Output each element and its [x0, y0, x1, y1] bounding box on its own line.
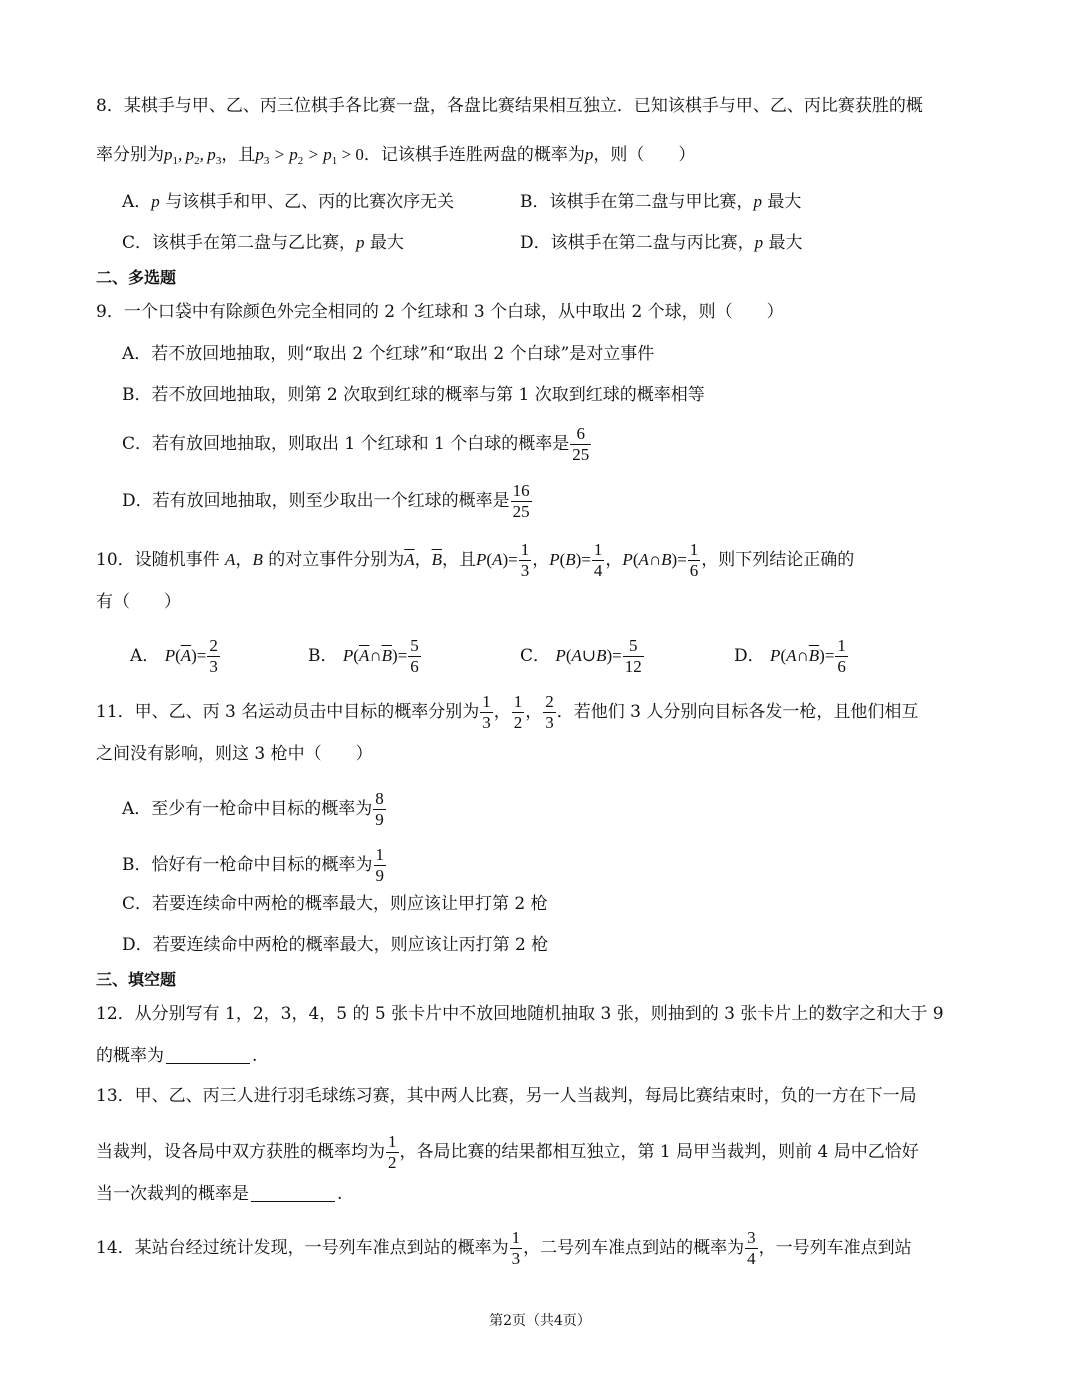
q10-option-b-label: B．: [308, 646, 338, 666]
q13-text-d: .: [337, 1184, 343, 1204]
q8-line1: 8．某棋手与甲、乙、丙三位棋手各比赛一盘，各盘比赛结果相互独立．已知该棋手与甲、乙、丙比赛获胜的概: [96, 96, 923, 116]
q11-option-d: D．若要连续命中两枪的概率最大，则应该让丙打第 2 枪: [122, 935, 549, 955]
q14-fraction-2: [745, 1228, 758, 1269]
fraction-numerator: 1: [689, 540, 699, 559]
section-multiple-choice: 二、多选题: [96, 268, 177, 287]
q12-text-b: .: [252, 1046, 258, 1066]
q10-pab: P(A∩B)=: [622, 550, 687, 569]
q11-option-b-text: B．恰好有一枪命中目标的概率为: [122, 855, 373, 875]
fraction-numerator: 8: [375, 789, 384, 808]
page-footer: 第2页（共4页）: [489, 1313, 591, 1329]
q13-answer-blank: [251, 1183, 335, 1202]
fraction-denominator: 9: [375, 810, 384, 829]
q10-option-a-fraction: [207, 636, 220, 677]
fraction-denominator: 3: [511, 1249, 521, 1268]
q10-option-b-fraction: [408, 636, 421, 677]
q13-text-c: 当一次裁判的概率是: [96, 1184, 249, 1204]
q11-option-b: [122, 845, 387, 886]
q10-pab-fraction: [688, 540, 701, 581]
q11-option-a-text: A．至少有一枪命中目标的概率为: [122, 799, 373, 819]
q10-text-b: 的对立事件分别为: [268, 550, 405, 570]
q10-text-a: 10．设随机事件: [96, 550, 220, 570]
q10-line2: 有（ ）: [96, 592, 181, 612]
q14-text-c: ，一号列车准点到站: [758, 1238, 912, 1258]
q10-option-d: [734, 636, 849, 677]
fraction-numerator: 1: [375, 845, 384, 864]
q12-line2: [96, 1044, 257, 1068]
q8-option-c-max: 最大: [369, 233, 404, 253]
q13-fraction: [386, 1132, 399, 1173]
q8-option-c-text: C．该棋手在第二盘与乙比赛，: [122, 233, 357, 253]
fraction-numerator: 16: [512, 481, 530, 500]
q9-option-d: [122, 481, 533, 522]
q10-event-a: A: [225, 550, 236, 569]
q10-option-c-expr: P(A∪B)=: [555, 646, 622, 665]
q10-stem: 10．设随机事件 A，B 的对立事件分别为$\overline{A}$，$\overline{B}$，且P(A)= $\frac{1}{3}$ ，P(B)= $\frac{1}{4}$ ，P(A∩B)= $\frac{1}{6}$ ，则下列结论正确的: [96, 540, 855, 580]
fraction-denominator: 3: [482, 713, 491, 732]
q13-line1: 13．甲、乙、丙三人进行羽毛球练习赛，其中两人比赛，另一人当裁判，每局比赛结束时，负的一方在下一局: [96, 1086, 917, 1106]
fraction-denominator: 2: [513, 713, 523, 732]
q10-option-d-label: D．: [734, 646, 765, 666]
q11-option-c: C．若要连续命中两枪的概率最大，则应该让甲打第 2 枪: [122, 894, 548, 914]
q13-text-a: 当裁判，设各局中双方获胜的概率均为: [96, 1142, 385, 1162]
q9-option-b: B．若不放回地抽取，则第 2 次取到红球的概率与第 1 次取到红球的概率相等: [122, 385, 705, 405]
section-fill-in: 三、填空题: [96, 970, 177, 989]
fraction-numerator: 1: [388, 1132, 397, 1151]
q10-option-d-expr: $P(A\cap\overline{B})=$: [770, 646, 835, 665]
q8-p: p: [584, 145, 594, 164]
q8-text-d: ，则（ ）: [593, 145, 696, 165]
q8-text-c: ．记该棋手连胜两盘的概率为: [363, 145, 585, 165]
q8-option-c-p: p: [356, 233, 365, 252]
q10-option-d-fraction: [835, 636, 848, 677]
q14-text-b: ，二号列车准点到站的概率为: [523, 1238, 745, 1258]
fraction-numerator: 2: [545, 692, 554, 711]
q8-option-d: [520, 231, 803, 255]
q9-stem: 9．一个口袋中有除颜色外完全相同的 2 个红球和 3 个白球，从中取出 2 个球，则（ ）: [96, 302, 784, 322]
fraction-numerator: 6: [570, 424, 591, 445]
q10-text-c: ，且: [442, 550, 477, 570]
fraction-denominator: 9: [375, 866, 384, 885]
q8-line2: [96, 143, 695, 167]
q8-option-b-text: B．该棋手在第二盘与甲比赛，: [520, 192, 754, 212]
fraction-numerator: 5: [623, 636, 644, 657]
q11-fraction-1: [480, 692, 493, 733]
fraction-denominator: 3: [545, 713, 554, 732]
q10-pa: P(A)=: [476, 550, 518, 569]
q8-option-b-max: 最大: [767, 192, 802, 212]
q8-text-a: 率分别为: [96, 145, 164, 165]
q8-probs: $p_1$, $p_2$, $p_3$: [164, 145, 222, 167]
q8-option-b-p: p: [753, 192, 762, 211]
fraction-denominator: 6: [837, 657, 846, 676]
fraction-numerator: 1: [520, 540, 530, 559]
fraction-numerator: 1: [837, 636, 846, 655]
q8-option-a-label: A．: [122, 192, 152, 212]
q10-text-d: ，则下列结论正确的: [701, 550, 855, 570]
q10-pb: P(B)=: [549, 550, 591, 569]
fraction-denominator: 6: [689, 561, 699, 580]
fraction-numerator: 2: [209, 636, 218, 655]
fraction-denominator: 12: [624, 657, 642, 676]
q14-line1: [96, 1228, 912, 1269]
q8-option-d-max: 最大: [768, 233, 803, 253]
fraction-denominator: 3: [520, 561, 530, 580]
q13-line2: [96, 1132, 919, 1173]
q10-option-c-fraction: [623, 636, 644, 677]
q9-option-a: A．若不放回地抽取，则“取出 2 个红球”和“取出 2 个白球”是对立事件: [122, 344, 655, 364]
q10-option-a: [130, 636, 221, 677]
q9-option-c-fraction: [570, 424, 591, 465]
q13-text-b: ，各局比赛的结果都相互独立，第 1 局甲当裁判，则前 4 局中乙恰好: [399, 1142, 919, 1162]
fraction-denominator: 6: [410, 657, 419, 676]
q11-stem: 11．甲、乙、丙 3 名运动员击中目标的概率分别为 $\frac{1}{3}$ ， $\frac{1}{2}$ ， $\frac{2}{3}$ ．若他们 3 人分别向目标各发一枪，且他们相互: [96, 692, 919, 732]
q10-option-a-label: A．: [130, 646, 160, 666]
q10-option-c-label: C．: [520, 646, 551, 666]
q11-fraction-2: [512, 692, 525, 733]
fraction-denominator: 25: [512, 502, 530, 521]
q10-option-a-expr: $P(\overline{A})=$: [164, 646, 207, 665]
fraction-numerator: 5: [410, 636, 419, 655]
q10-pb-fraction: [592, 540, 605, 581]
q14-fraction-1: [510, 1228, 523, 1269]
q11-line2: 之间没有影响，则这 3 枪中（ ）: [96, 744, 373, 764]
q8-option-d-text: D．该棋手在第二盘与丙比赛，: [520, 233, 755, 253]
q12-answer-blank: [166, 1045, 250, 1064]
q11-text-b: ．若他们 3 人分别向目标各发一枪，且他们相互: [556, 702, 919, 722]
q12-line1: 12．从分别写有 1，2，3，4，5 的 5 张卡片中不放回地随机抽取 3 张，则抽到的 3 张卡片上的数字之和大于 9: [96, 1004, 944, 1024]
fraction-denominator: 25: [572, 445, 590, 464]
q10-option-c: [520, 636, 645, 677]
fraction-numerator: 1: [511, 1228, 521, 1247]
fraction-denominator: 4: [593, 561, 603, 580]
q8-option-d-p: p: [754, 233, 764, 252]
fraction-denominator: 3: [209, 657, 218, 676]
fraction-denominator: 2: [388, 1153, 397, 1172]
q8-inequality: $p_3 > p_2 > p_1 > 0$: [255, 145, 364, 167]
q12-text-a: 的概率为: [96, 1046, 164, 1066]
q8-option-a-text: 与该棋手和甲、乙、丙的比赛次序无关: [165, 192, 455, 212]
q14-text-a: 14．某站台经过统计发现，一号列车准点到站的概率为: [96, 1238, 509, 1258]
q11-text-a: 11．甲、乙、丙 3 名运动员击中目标的概率分别为: [96, 702, 480, 722]
q10-pa-fraction: [519, 540, 532, 581]
q10-option-b-expr: $P(\overline{A}\cap\overline{B})=$: [342, 646, 408, 665]
fraction-numerator: 3: [747, 1228, 756, 1247]
q10-option-b: [308, 636, 422, 677]
q9-option-d-fraction: [511, 481, 532, 522]
fraction-numerator: 1: [513, 692, 523, 711]
q8-option-b: [520, 190, 801, 214]
q11-fraction-3: [543, 692, 556, 733]
fraction-numerator: 1: [482, 692, 491, 711]
q9-option-c-text: C．若有放回地抽取，则取出 1 个红球和 1 个白球的概率是: [122, 434, 570, 454]
q11-option-a-fraction: [373, 789, 386, 830]
q8-option-a: [122, 190, 454, 214]
q13-line3: [96, 1182, 342, 1206]
q9-option-c: [122, 424, 592, 465]
q11-option-a: [122, 789, 387, 830]
q8-text-b: ，且: [221, 145, 256, 165]
q10-complements: $\overline{A}$，$\overline{B}$: [404, 550, 443, 569]
q8-option-a-p: p: [151, 192, 160, 211]
q8-option-c: [122, 231, 404, 255]
fraction-numerator: 1: [593, 540, 603, 559]
q11-option-b-fraction: [374, 845, 387, 886]
q10-event-b: B: [252, 550, 263, 569]
fraction-denominator: 4: [747, 1249, 756, 1268]
q9-option-d-text: D．若有放回地抽取，则至少取出一个红球的概率是: [122, 491, 510, 511]
